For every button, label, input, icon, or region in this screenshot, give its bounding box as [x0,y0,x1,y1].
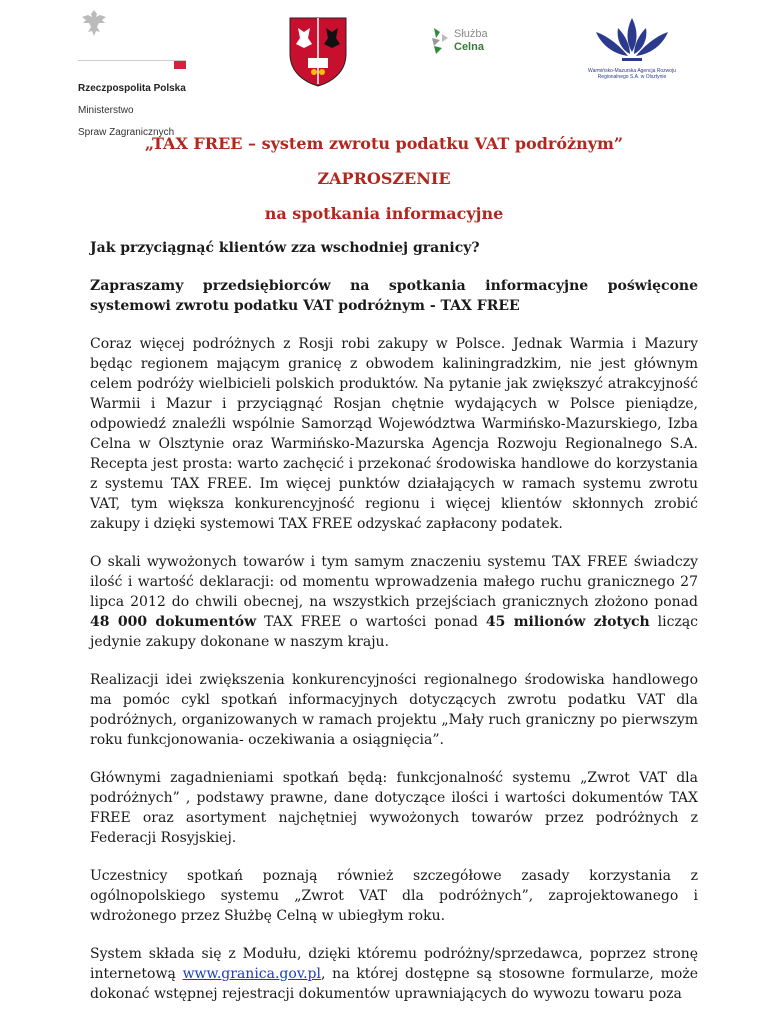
customs-line-1: Służba [454,28,488,40]
invitation-paragraph: Zapraszamy przedsiębiorców na spotkania informacyjne poświęcone systemowi zwrotu podatku VAT podróżnym - TAX FREE [90,278,698,314]
msz-line-1: Rzeczpospolita Polska [78,83,186,94]
document-count: 48 000 dokumentów [90,614,257,630]
paragraph-2-text-e: licząc jedynie zakupy dokonane w naszym kraju. [90,614,699,650]
paragraph-5: Uczestnicy spotkań poznają również szczegółowe zasady korzystania z ogólnopolskiego systemu „Zwrot VAT dla podróżnych”, zaprojektowanego i wdrożonego przez Służbę Celną w ubiegłym roku. [90,868,698,924]
logo-bar [0,0,768,138]
customs-emblem-icon [428,26,452,56]
agency-emblem-icon [582,16,682,68]
paragraph-4: Głównymi zagadnieniami spotkań będą: funkcjonalność systemu „Zwrot VAT dla podróżnych” , podstawy prawne, dane dotyczące ilości i wartości dokumentów TAX FREE oraz asortyment najchętniej wywożonych towarów przez podróżnych z Federacji Rosyjskiej. [90,770,698,846]
document-subtitle-2: na spotkania informacyjne [264,204,504,223]
question-heading: Jak przyciągnąć klientów zza wschodniej granicy? [90,240,480,256]
paragraph-6-text-a: System składa się z Modułu, dzięki któremu podróżny/sprzedawca, poprzez stronę internetową [90,946,698,982]
paragraph-1: Coraz więcej podróżnych z Rosji robi zakupy w Polsce. Jednak Warmia i Mazury będąc regionem mającym granicę z obwodem kaliningradzkim, nie jest głównym celem podróży wielbicieli polskich produktów. Na pytanie jak zwiększyć atrakcyjność Warmii i Mazur i przyciągnąć Rosjan chętnie wydających w Polsce pieniądze, odpowiedź znaleźli wspólnie Samorząd Województwa Warmińsko-Mazurskiego, Izba Celna w Olsztynie oraz Warmińsko-Mazurska Agencja Rozwoju Regionalnego S.A. Recepta jest prosta: warto zachęcić i przekonać środowiska handlowe do korzystania z systemu TAX FREE. Im więcej punktów działających w ramach systemu zwrotu VAT, tym większa konkurencyjność regionu i więcej klientów skłonnych zrobić zakupy i dzięki systemowi TAX FREE odzyskać zapłacony podatek. [90,336,698,532]
paragraph-2-text-a: O skali wywożonych towarów i tym samym znaczeniu systemu TAX FREE świadczy ilość i wartość deklaracji: od momentu wprowadzenia małego ruchu granicznego 27 lipca 2012 do chwili obecnej, na wszystkich przejściach granicznych złożono ponad [90,554,698,610]
granica-website-link[interactable]: www.granica.gov.pl [182,966,321,982]
warmia-mazury-crest-logo [286,14,350,88]
flag-stripe [78,60,186,69]
customs-logo-text [454,28,488,54]
coat-of-arms-icon [286,14,350,88]
customs-service-logo [428,18,510,74]
paragraph-2-text-c: TAX FREE o wartości ponad [256,614,486,630]
agency-logo [582,16,682,116]
msz-line-3: Spraw Zagranicznych [78,127,175,138]
eagle-emblem-icon [80,8,108,38]
agency-logo-text: Warmińsko-Mazurska Agencja Rozwoju Regionalnego S.A. w Olsztynie [588,68,676,80]
paragraph-6 [90,944,698,1004]
document-title: „TAX FREE – system zwrotu podatku VAT podróżnym” [144,134,624,153]
document-body [90,238,698,1022]
paragraph-3: Realizacji idei zwiększenia konkurencyjności regionalnego środowiska handlowego ma pomóc cykl spotkań informacyjnych dotyczących zwrotu podatku VAT dla podróżnych, organizowanych w ramach projektu „Mały ruch graniczny po pierwszym roku funkcjonowania- oczekiwania a osiągnięcia”. [90,672,698,748]
msz-logo [78,8,198,138]
customs-line-2: Celna [454,41,484,53]
msz-line-2: Ministerstwo [78,105,134,116]
document-value: 45 milionów złotych [485,614,650,630]
paragraph-2 [90,552,698,652]
paragraph-6-text-b: , na której dostępne są stosowne formularze, może dokonać wstępnej rejestracji dokumentów uprawniających do wywozu towaru poza [90,966,699,1002]
document-subtitle: ZAPROSZENIE [317,169,451,188]
